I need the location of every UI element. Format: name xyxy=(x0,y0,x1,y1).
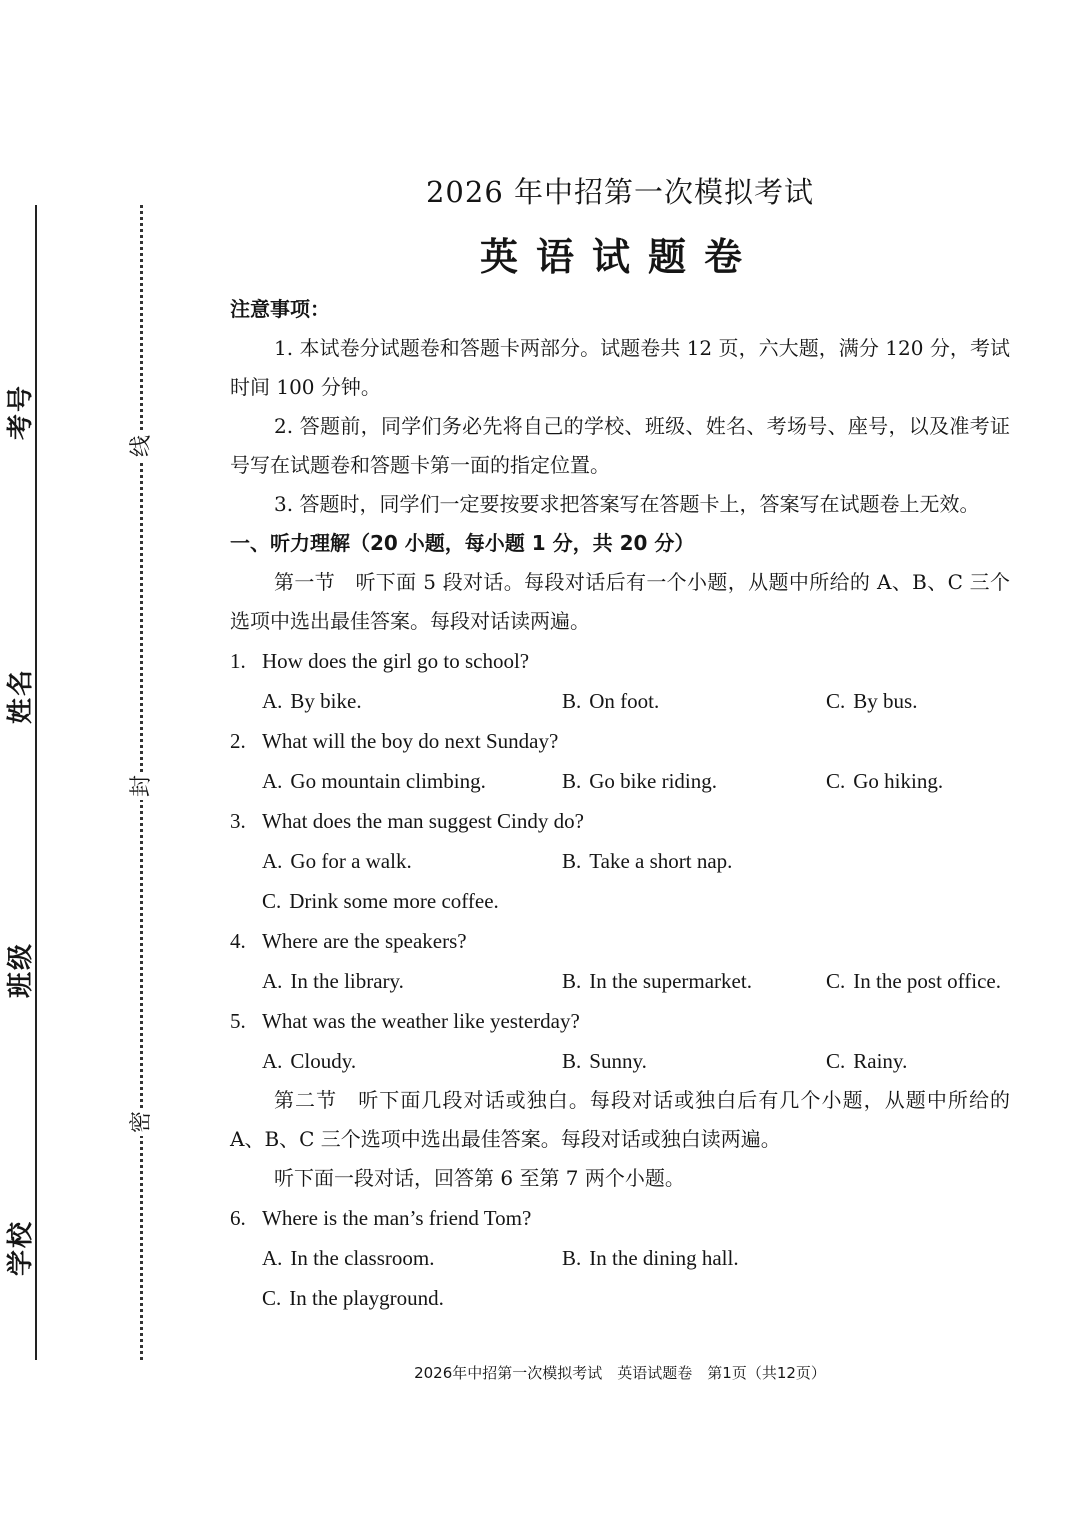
question-1-options xyxy=(230,681,1010,721)
option-a: A. Go mountain climbing. xyxy=(262,769,486,793)
option-b: B. Sunny. xyxy=(562,1049,647,1073)
option-c: C. By bus. xyxy=(826,689,918,713)
question-text: How does the girl go to school? xyxy=(262,649,530,673)
seal-char-seal: 封 xyxy=(128,772,156,800)
question-5-options xyxy=(230,1041,1010,1081)
question-number: 3. xyxy=(230,809,246,833)
exam-title: 2026 年中招第一次模拟考试 xyxy=(425,175,815,209)
question-number: 6. xyxy=(230,1206,246,1230)
paper-title: 英语试题卷 xyxy=(479,234,760,279)
option-a: A. Cloudy. xyxy=(262,1049,357,1073)
notice-item: 1. 本试卷分试题卷和答题卡两部分。试题卷共 12 页，六大题，满分 120 分，考试时间 100 分钟。 xyxy=(230,336,1010,399)
question-5 xyxy=(230,1001,1010,1041)
question-number: 1. xyxy=(230,649,246,673)
question-number: 4. xyxy=(230,929,246,953)
question-text: What was the weather like yesterday? xyxy=(262,1009,580,1033)
option-b: B. In the dining hall. xyxy=(562,1246,739,1270)
margin-label-name: 姓名 xyxy=(5,667,36,724)
option-b: B. Take a short nap. xyxy=(562,849,733,873)
section2-sub-instruction: 听下面一段对话，回答第 6 至第 7 两个小题。 xyxy=(274,1166,685,1190)
seal-char-secret: 密 xyxy=(128,1108,156,1136)
question-3 xyxy=(230,801,1010,841)
option-c: C. Go hiking. xyxy=(826,769,944,793)
question-text: What will the boy do next Sunday? xyxy=(262,729,559,753)
question-3-options xyxy=(230,841,1010,921)
question-2 xyxy=(230,721,1010,761)
notice-heading: 注意事项： xyxy=(230,297,330,321)
option-b: B. Go bike riding. xyxy=(562,769,717,793)
option-b: B. In the supermarket. xyxy=(562,969,752,993)
binding-solid-line xyxy=(35,205,37,1360)
question-6 xyxy=(230,1198,1010,1238)
question-text: What does the man suggest Cindy do? xyxy=(262,809,584,833)
exam-content xyxy=(230,290,1010,1318)
option-b: B. On foot. xyxy=(562,689,660,713)
page-footer: 2026年中招第一次模拟考试 英语试题卷 第1页（共12页） xyxy=(414,1364,826,1382)
part1-heading: 一、听力理解（20 小题，每小题 1 分，共 20 分） xyxy=(230,531,695,555)
option-a: A. By bike. xyxy=(262,689,362,713)
option-a: A. In the classroom. xyxy=(262,1246,435,1270)
notice-item: 3. 答题时，同学们一定要按要求把答案写在答题卡上，答案写在试题卷上无效。 xyxy=(274,492,980,516)
question-4 xyxy=(230,921,1010,961)
question-number: 2. xyxy=(230,729,246,753)
question-6-options xyxy=(230,1238,1010,1318)
notice-item: 2. 答题前，同学们务必先将自己的学校、班级、姓名、考场号、座号，以及准考证号写在试题卷和答题卡第一面的指定位置。 xyxy=(230,414,1010,477)
question-text: Where are the speakers? xyxy=(262,929,467,953)
section1-instruction: 第一节 听下面 5 段对话。每段对话后有一个小题，从题中所给的 A、B、C 三个选项中选出最佳答案。每段对话读两遍。 xyxy=(230,570,1010,633)
option-c: C. In the post office. xyxy=(826,969,1002,993)
question-number: 5. xyxy=(230,1009,246,1033)
section2-instruction: 第二节 听下面几段对话或独白。每段对话或独白后有几个小题，从题中所给的 A、B、C 三个选项中选出最佳答案。每段对话或独白读两遍。 xyxy=(230,1088,1010,1151)
option-a: A. Go for a walk. xyxy=(262,849,412,873)
question-text: Where is the man’s friend Tom? xyxy=(262,1206,532,1230)
option-a: A. In the library. xyxy=(262,969,404,993)
margin-label-exam-number: 考号 xyxy=(5,383,36,440)
option-c: C. In the playground. xyxy=(262,1286,444,1310)
question-2-options xyxy=(230,761,1010,801)
seal-char-line: 线 xyxy=(128,432,156,460)
option-c: C. Rainy. xyxy=(826,1049,908,1073)
margin-label-class: 班级 xyxy=(5,941,36,998)
margin-label-school: 学校 xyxy=(5,1219,36,1276)
question-4-options xyxy=(230,961,1010,1001)
option-c: C. Drink some more coffee. xyxy=(262,889,499,913)
question-1 xyxy=(230,641,1010,681)
